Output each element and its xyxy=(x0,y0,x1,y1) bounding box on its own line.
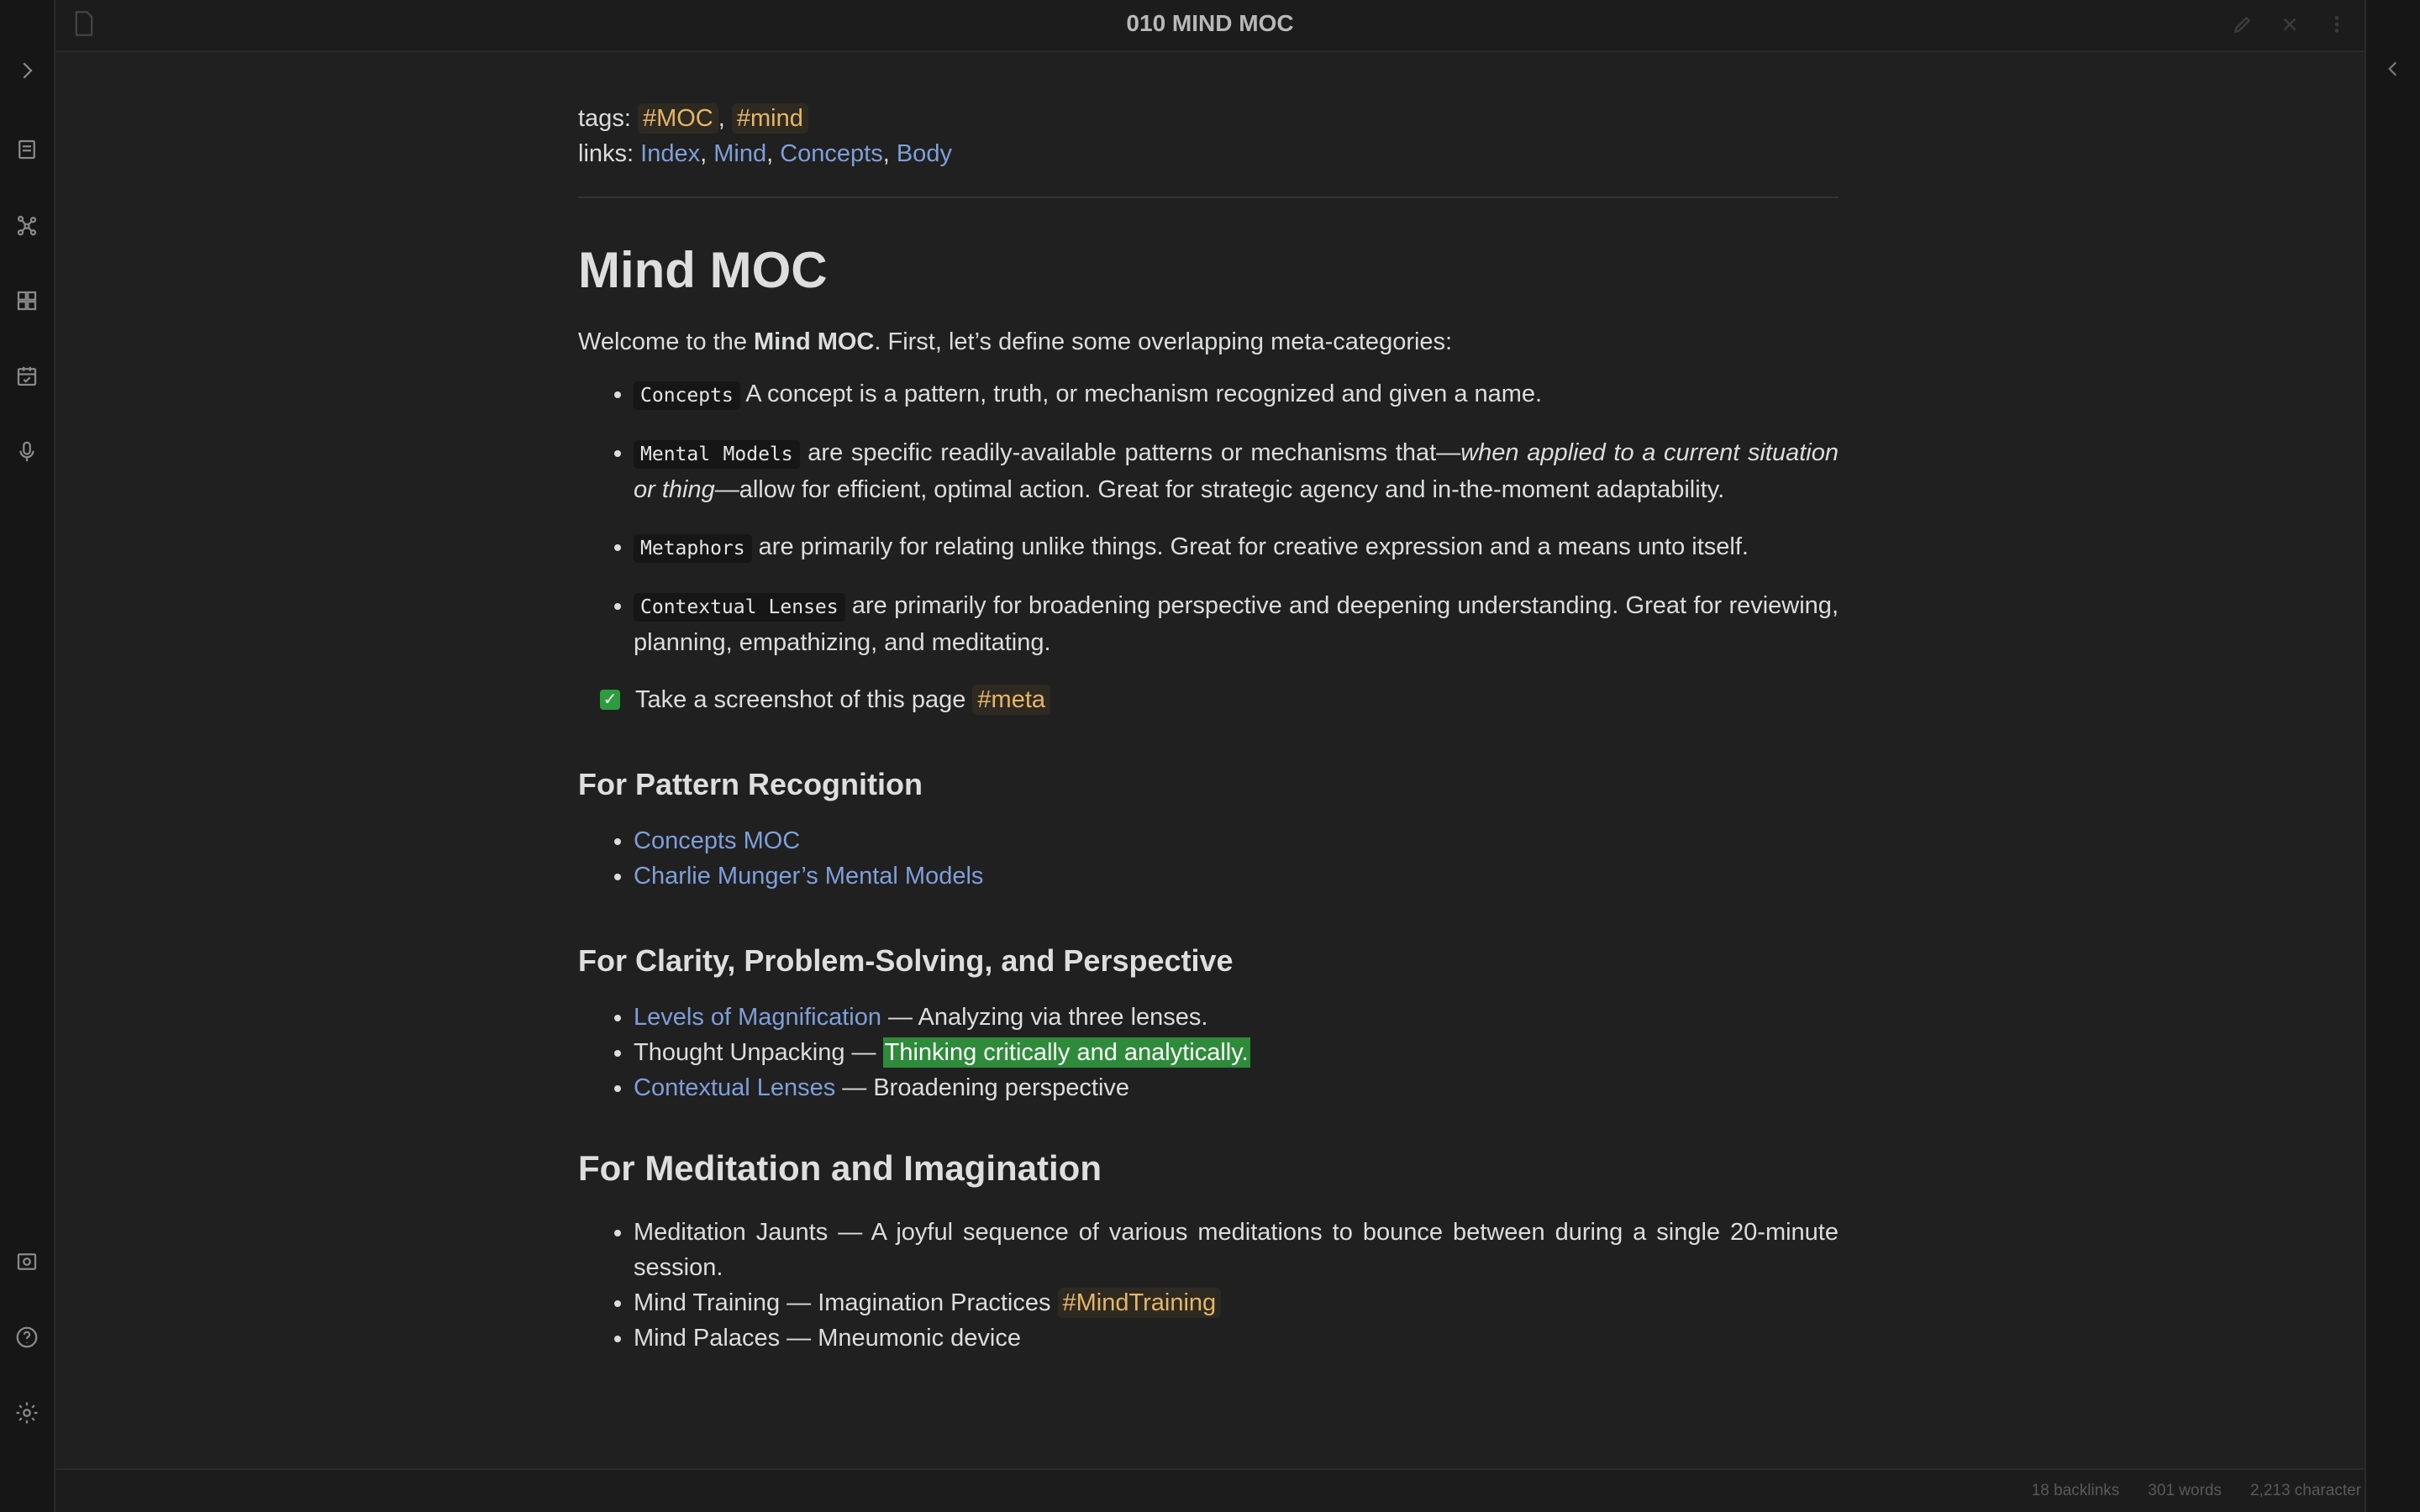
tags-label: tags: xyxy=(578,105,631,132)
link-munger-models[interactable]: Charlie Munger’s Mental Models xyxy=(634,863,984,890)
expand-right-sidebar-icon[interactable] xyxy=(2380,55,2407,82)
pattern-list xyxy=(578,823,1839,894)
heading-clarity: For Clarity, Problem-Solving, and Perspective xyxy=(578,943,1234,978)
inline-code: Concepts xyxy=(634,381,740,410)
list-item: • Contextual Lenses are primarily for broadening perspective and deepening understanding. Great for reviewing, planning, empathizing, and meditating. xyxy=(634,588,1839,660)
note-heading: Mind MOC xyxy=(578,242,828,298)
left-ribbon xyxy=(0,0,55,1512)
microphone-icon[interactable] xyxy=(13,438,40,465)
settings-icon[interactable] xyxy=(13,1399,40,1426)
list-item: • Thought Unpacking — Thinking critically and analytically. xyxy=(634,1035,1839,1070)
tag-mindtraining[interactable]: #MindTraining xyxy=(1058,1288,1222,1318)
file-switcher-icon[interactable] xyxy=(13,136,40,163)
links-line: links: Index, Mind, Concepts, Body xyxy=(578,140,952,167)
help-icon[interactable] xyxy=(13,1324,40,1351)
expand-sidebar-icon[interactable] xyxy=(13,57,40,84)
tag-separator: , xyxy=(718,105,725,132)
meditation-list xyxy=(578,1215,1839,1356)
note-content xyxy=(578,50,1839,1356)
window-title: 010 MIND MOC xyxy=(1126,10,1294,36)
tag-meta[interactable]: #meta xyxy=(972,685,1050,715)
frontmatter-divider xyxy=(578,197,1839,198)
inline-code: Mental Models xyxy=(634,440,800,469)
title-bar xyxy=(55,0,2365,52)
intro-paragraph: Welcome to the Mind MOC. First, let’s define some overlapping meta-categories: xyxy=(578,328,1453,355)
close-icon[interactable] xyxy=(2275,10,2304,39)
list-item: • Mind Training — Imagination Practices #MindTraining xyxy=(634,1285,1839,1320)
list-item: • Mental Models are specific readily-available patterns or mechanisms that—when applied to a current situation or thing—allow for efficient, optimal action. Great for strategic agency and in-the-moment adaptability. xyxy=(634,435,1839,507)
link-concepts-moc[interactable]: Concepts MOC xyxy=(634,827,801,854)
inline-code: Metaphors xyxy=(634,534,752,563)
link-contextual-lenses[interactable]: Contextual Lenses xyxy=(634,1074,836,1101)
tag-moc[interactable]: #MOC xyxy=(638,103,718,134)
tag-mind[interactable]: #mind xyxy=(732,103,808,134)
links-label: links: xyxy=(578,140,634,167)
character-count: 2,213 character xyxy=(2249,1482,2361,1499)
more-options-icon[interactable] xyxy=(2323,10,2351,39)
plugins-icon[interactable] xyxy=(13,287,40,314)
graph-view-icon[interactable] xyxy=(13,212,40,239)
list-item xyxy=(634,823,1839,858)
backlinks-count[interactable]: 18 backlinks xyxy=(2031,1482,2120,1499)
list-item: • Mind Palaces — Mneumonic device xyxy=(634,1320,1839,1356)
title-actions xyxy=(2228,10,2351,39)
heading-pattern-recognition: For Pattern Recognition xyxy=(578,767,923,801)
tags-line xyxy=(578,101,1839,136)
highlighted-text: Thinking critically and analytically. xyxy=(884,1039,1249,1066)
word-count: 301 words xyxy=(2148,1482,2222,1499)
list-item: • Levels of Magnification — Analyzing via three lenses. xyxy=(634,1000,1839,1035)
link-levels-of-magnification[interactable]: Levels of Magnification xyxy=(634,1004,881,1031)
list-item: • Concepts A concept is a pattern, truth, or mechanism recognized and given a name. xyxy=(634,376,1839,413)
category-list xyxy=(578,376,1839,660)
task-text: Take a screenshot of this page xyxy=(635,686,973,713)
list-item xyxy=(634,858,1839,894)
list-item: • Contextual Lenses — Broadening perspective xyxy=(634,1070,1839,1105)
daily-note-icon[interactable] xyxy=(13,363,40,390)
task-item xyxy=(600,682,1839,717)
link-index[interactable]: Index xyxy=(640,140,701,167)
status-bar xyxy=(55,1468,2365,1512)
right-sidebar-strip xyxy=(2365,0,2420,1512)
inline-code: Contextual Lenses xyxy=(634,593,845,622)
heading-meditation: For Meditation and Imagination xyxy=(578,1148,1102,1188)
list-item: • Metaphors are primarily for relating unlike things. Great for creative expression and a means unto itself. xyxy=(634,529,1839,566)
list-item: • Meditation Jaunts — A joyful sequence of various meditations to bounce between during a single 20-minute session. xyxy=(634,1215,1839,1285)
link-body[interactable]: Body xyxy=(896,140,952,167)
vault-icon[interactable] xyxy=(13,1248,40,1275)
task-checkbox[interactable]: ✓ xyxy=(600,690,620,710)
clarity-list xyxy=(578,1000,1839,1105)
link-concepts[interactable]: Concepts xyxy=(780,140,883,167)
link-mind[interactable]: Mind xyxy=(713,140,767,167)
edit-icon[interactable] xyxy=(2228,10,2257,39)
